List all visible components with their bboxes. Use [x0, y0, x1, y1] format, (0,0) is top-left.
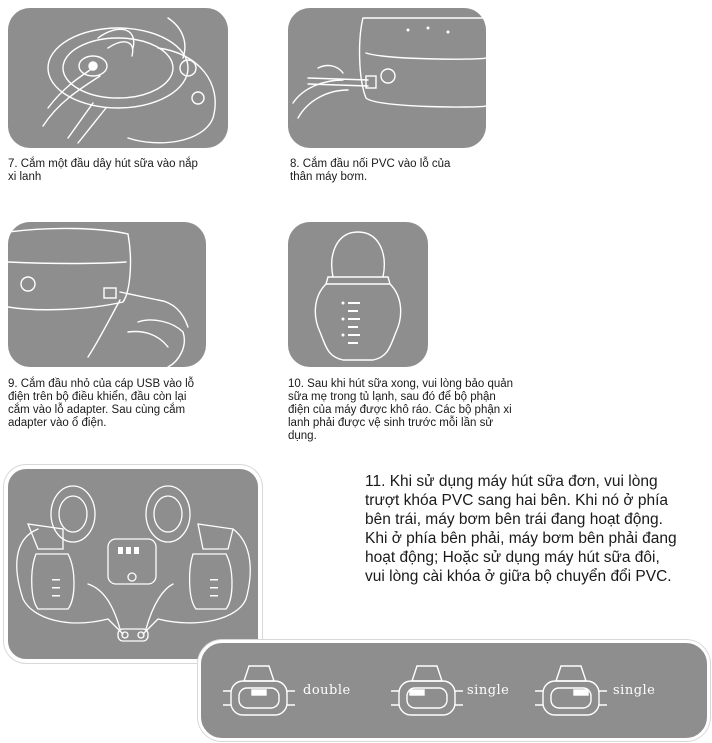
pvc-switch-left-icon	[387, 661, 467, 721]
step-9-caption: 9. Cắm đầu nhỏ của cáp USB vào lỗ điện trên bộ điều khiển, đầu còn lại cắm vào lỗ adapter. Sau cùng cắm adapter vào ổ điện.	[8, 378, 195, 429]
step-10-caption: 10. Sau khi hút sữa xong, vui lòng bảo quản sữa mẹ trong tủ lạnh, sau đó để bộ phận điện của máy được khô ráo. Các bộ phận xi lanh phải được vệ sinh trước mỗi lần sử dụng.	[288, 378, 514, 442]
step-8-illustration	[288, 8, 486, 148]
step-11-instructions: 11. Khi sử dụng máy hút sữa đơn, vui lòng trượt khóa PVC sang hai bên. Khi nó ở phía bên trái, máy bơm bên trái đang hoạt động. Khi ở phía bên phải, máy bơm bên phải đang hoạt động; Hoặc sử dụng máy hút sữa đôi, vui lòng cài khóa ở giữa bộ chuyển đổi PVC.	[365, 473, 677, 585]
step-7-illustration	[8, 8, 228, 148]
step-7-caption: 7. Cắm một đầu dây hút sữa vào nắp xi lanh	[8, 158, 198, 183]
pvc-mode-single-right-label: single	[613, 683, 656, 698]
pvc-modes-strip	[198, 640, 710, 741]
step-10-illustration	[288, 222, 428, 367]
pvc-mode-single-left-label: single	[467, 683, 510, 698]
usb-cable-to-controller-icon	[8, 222, 206, 367]
pvc-mode-double-label: double	[303, 683, 351, 698]
step-11-illustration	[4, 465, 262, 663]
pvc-connector-to-pump-icon	[288, 8, 486, 148]
pvc-switch-center-icon	[219, 661, 299, 721]
tube-to-cylinder-cap-icon	[8, 8, 228, 148]
milk-bottle-icon	[288, 222, 428, 367]
step-9-illustration	[8, 222, 206, 367]
double-breast-pump-icon	[8, 469, 258, 659]
pvc-switch-right-icon	[531, 661, 611, 721]
step-8-caption: 8. Cắm đầu nối PVC vào lỗ của thân máy bơm.	[290, 158, 451, 183]
